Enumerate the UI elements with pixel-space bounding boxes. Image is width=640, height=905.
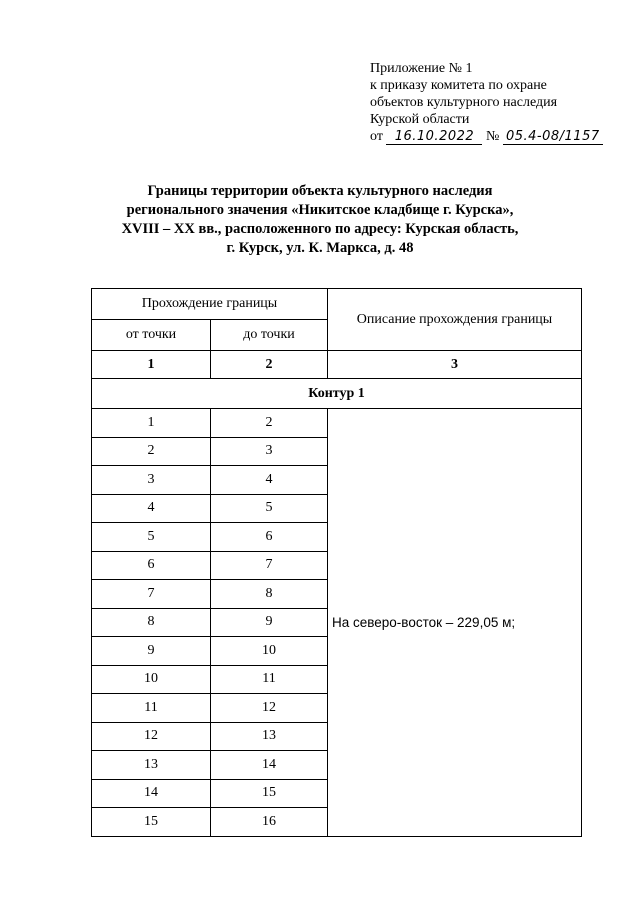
from-point-cell: 8 — [92, 608, 211, 637]
title-line-1: Границы территории объекта культурного наследия — [147, 183, 493, 199]
appendix-title: Приложение № 1 — [370, 61, 473, 76]
from-point-cell: 3 — [92, 466, 211, 495]
from-point-cell: 14 — [92, 779, 211, 808]
from-point-cell: 10 — [92, 665, 211, 694]
to-point-header: до точки — [211, 320, 328, 351]
from-point-cell: 5 — [92, 523, 211, 552]
title-line-4: г. Курск, ул. К. Маркса, д. 48 — [226, 240, 414, 256]
title-line-3: XVIII – XX вв., расположенного по адресу: Курская область, — [121, 221, 519, 237]
column-number-2: 2 — [211, 351, 328, 379]
from-point-cell: 7 — [92, 580, 211, 609]
date-prefix: от — [370, 129, 383, 144]
description-header: Описание прохождения границы — [328, 289, 582, 351]
to-point-cell: 8 — [211, 580, 328, 609]
to-point-cell: 7 — [211, 551, 328, 580]
to-point-cell: 4 — [211, 466, 328, 495]
to-point-cell: 3 — [211, 437, 328, 466]
from-point-cell: 4 — [92, 494, 211, 523]
appendix-region-line: Курской области — [370, 112, 470, 127]
to-point-cell: 12 — [211, 694, 328, 723]
to-point-cell: 14 — [211, 751, 328, 780]
contour-label: Контур 1 — [92, 379, 582, 409]
boundary-table — [91, 288, 582, 837]
from-point-cell: 2 — [92, 437, 211, 466]
document-title — [20, 182, 620, 258]
from-point-cell: 9 — [92, 637, 211, 666]
to-point-cell: 11 — [211, 665, 328, 694]
appendix-order-line: к приказу комитета по охране — [370, 78, 547, 93]
to-point-cell: 5 — [211, 494, 328, 523]
from-point-cell: 1 — [92, 409, 211, 438]
to-point-cell: 13 — [211, 722, 328, 751]
number-prefix: № — [485, 129, 500, 144]
appendix-committee-line: объектов культурного наследия — [370, 95, 558, 110]
from-point-cell: 15 — [92, 808, 211, 837]
from-point-cell: 13 — [92, 751, 211, 780]
appendix-date-line — [370, 128, 630, 145]
title-line-2: регионального значения «Никитское кладбище г. Курска», — [126, 202, 514, 218]
order-date: 16.10.2022 — [386, 129, 482, 145]
column-number-3: 3 — [328, 351, 582, 379]
from-point-cell: 11 — [92, 694, 211, 723]
to-point-cell: 15 — [211, 779, 328, 808]
order-number: 05.4-08/1157 — [503, 129, 603, 145]
column-number-1: 1 — [92, 351, 211, 379]
from-point-cell: 6 — [92, 551, 211, 580]
boundary-header: Прохождение границы — [92, 289, 328, 320]
table-row — [92, 409, 582, 438]
boundary-description-cell: На северо-восток – 229,05 м; — [328, 409, 582, 837]
from-point-header: от точки — [92, 320, 211, 351]
appendix-block — [370, 60, 630, 145]
to-point-cell: 2 — [211, 409, 328, 438]
to-point-cell: 16 — [211, 808, 328, 837]
to-point-cell: 6 — [211, 523, 328, 552]
to-point-cell: 10 — [211, 637, 328, 666]
to-point-cell: 9 — [211, 608, 328, 637]
from-point-cell: 12 — [92, 722, 211, 751]
